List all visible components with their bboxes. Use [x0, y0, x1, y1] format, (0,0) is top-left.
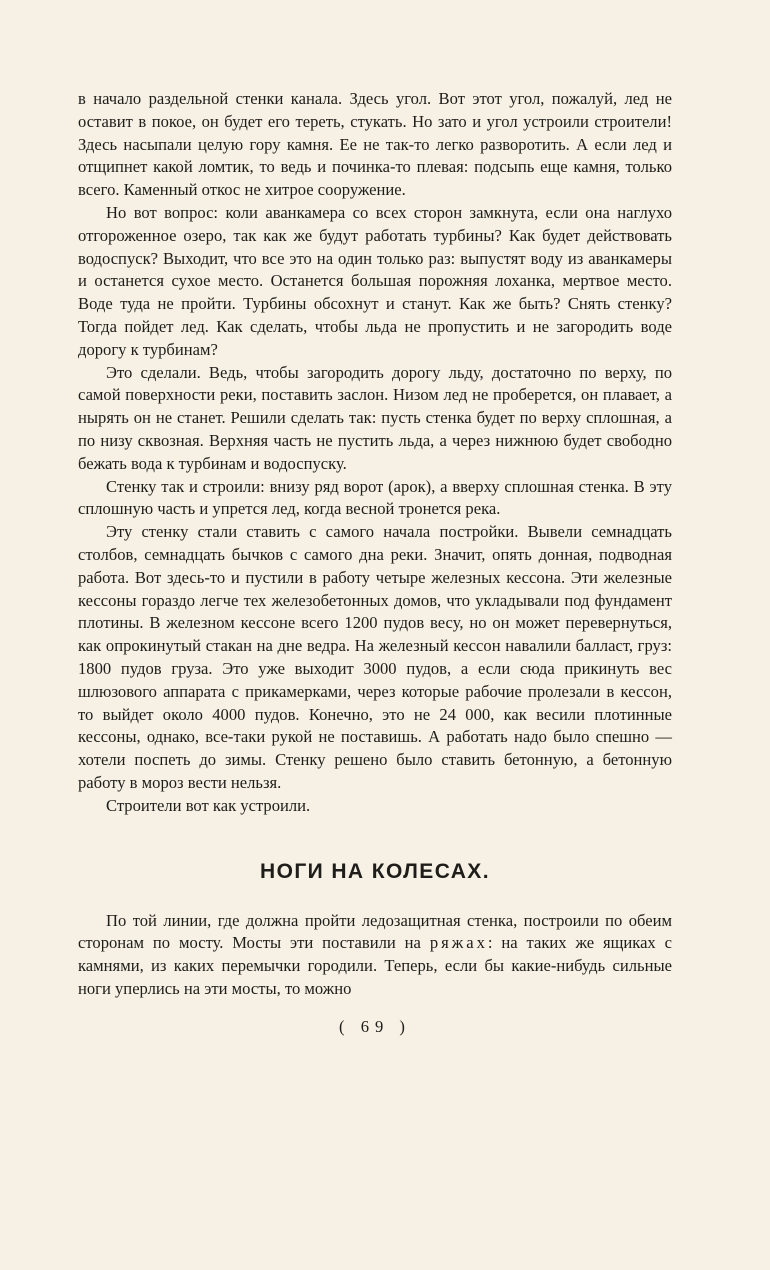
paragraph-7	[78, 910, 672, 1001]
paragraph-2: Но вот вопрос: коли аванкамера со всех сторон замкнута, если она наглухо отгороженное озеро, так как же будут работать турбины? Как будет действовать водоспуск? Выходит, что все это на один только раз: выпустят воду из аванкамеры и останется сухое место. Останется большая порожняя лоханка, мертвое место. Воде туда не пройти. Турбины обсохнут и станут. Как же быть? Снять стенку? Тогда пойдет лед. Как сделать, чтобы льда не пропустить и не загородить воде дорогу к турбинам?	[78, 202, 672, 359]
section-heading: НОГИ НА КОЛЕСАХ.	[260, 859, 490, 883]
paragraph-6: Строители вот как устроили.	[106, 795, 311, 815]
paragraph-4: Стенку так и строили: внизу ряд ворот (арок), а вверху сплошная стенка. В эту сплошную часть и упрется лед, когда весной тронется река.	[78, 476, 672, 519]
paragraph-5: Эту стенку стали ставить с самого начала постройки. Вывели семнадцать столбов, семнадцать бычков с самого дна реки. Значит, опять донная, подводная работа. Вот здесь-то и пустили в работу четыре железных кессона. Эти железные кессоны гораздо легче тех железобетонных домов, что укладывали под фундамент плотины. В железном кессоне всего 1200 пудов весу, но он может перевернуться, как опрокинутый стакан на дне ведра. На железный кессон навалили балласт, груз: 1800 пудов груза. Это уже выходит 3000 пудов, а если сюда прикинуть вес шлюзового аппарата с прикамерками, через которые рабочие пролезали в кессон, то выйдет около 4000 пудов. Конечно, это не 24 000, как весили плотинные кессоны, однако, все-таки рукой не поставишь. А работать надо было спешно — хотели поспеть до зимы. Стенку решено было ставить бетонную, а бетонную работу в мороз вести нельзя.	[78, 522, 672, 792]
paragraph-1: в начало раздельной стенки канала. Здесь угол. Вот этот угол, пожалуй, лед не оставит в покое, он будет его тереть, стукать. Но зато и угол устроили строители! Здесь насыпали целую гору камня. Ее не так-то легко разворотить. А если лед и отщипнет какой ломтик, то ведь и починка-то плевая: подсыпь еще камня, только всего. Каменный откос не хитрое сооружение.	[78, 89, 672, 200]
paragraph-7-end: : на таких же ящиках с камнями, из каких перемычки городили. Теперь, если бы какие-нибудь сильные ноги уперлись на эти мосты, то можно	[78, 933, 672, 998]
page-body	[78, 88, 672, 1037]
page-number: ( 69 )	[339, 1016, 411, 1036]
spaced-word: ряжах	[429, 933, 488, 953]
paragraph-3: Это сделали. Ведь, чтобы загородить дорогу льду, достаточно по верху, по самой поверхности реки, поставить заслон. Низом лед не проберется, он плавает, а нырять он не станет. Решили сделать так: пусть стенка будет по верху сплошная, а по низу сквозная. Верхняя часть не пустить льда, а через нижнюю будет свободно бежать вода к турбинам и водоспуску.	[78, 362, 672, 473]
paragraph-7-start: По той линии, где должна пройти ледозащитная стенка, построили по обеим сторонам по мосту. Мосты эти поставили на	[78, 910, 672, 953]
